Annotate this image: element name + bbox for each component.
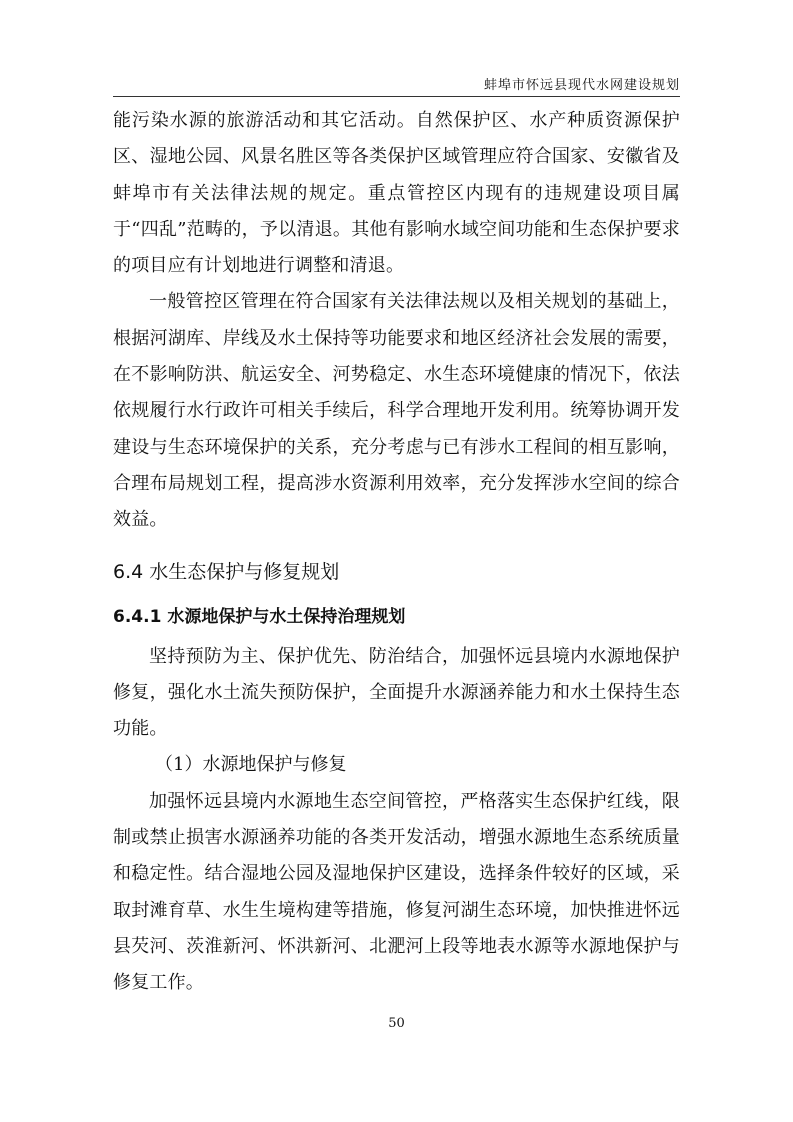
paragraph-protection-areas: 能污染水源的旅游活动和其它活动。自然保护区、水产种质资源保护区、湿地公园、风景名胜区等各类保护区域管理应符合国家、安徽省及蚌埠市有关法律法规的规定。重点管控区内现有的违规建设项目属于“四乱”范畴的，予以清退。其他有影响水域空间功能和生态保护要求的项目应有计划地进行调整和清退。 [113,110,680,277]
document-title: 蚌埠市怀远县现代水网建设规划 [483,78,680,93]
section-heading: 6.4 水生态保护与修复规划 [113,560,340,583]
running-header [113,70,680,97]
list-item-heading: （1）水源地保护与修复 [155,754,347,776]
page-body [113,103,680,1002]
paragraph-water-source-restoration: 加强怀远县境内水源地生态空间管控，严格落实生态保护红线，限制或禁止损害水源涵养功能的各类开发活动，增强水源地生态系统质量和稳定性。结合湿地公园及湿地保护区建设，选择条件较好的区域，采取封滩育草、水生生境构建等措施，修复河湖生态环境，加快推进怀远县芡河、茨淮新河、怀洪新河、北淝河上段等地表水源等水源地保护与修复工作。 [113,790,680,994]
paragraph-general-control-zone: 一般管控区管理在符合国家有关法律法规以及相关规划的基础上，根据河湖库、岸线及水土保持等功能要求和地区经济社会发展的需要，在不影响防洪、航运安全、河势稳定、水生态环境健康的情况下，依法依规履行水行政许可相关手续后，科学合理地开发利用。统筹协调开发建设与生态环境保护的关系，充分考虑与已有涉水工程间的相互影响，合理布局规划工程，提高涉水资源利用效率，充分发挥涉水空间的综合效益。 [113,291,680,531]
page-number: 50 [388,1016,405,1031]
subsection-heading: 6.4.1 水源地保护与水土保持治理规划 [113,606,406,627]
paragraph-prevention-principle: 坚持预防为主、保护优先、防治结合，加强怀远县境内水源地保护修复，强化水土流失预防保护，全面提升水源涵养能力和水土保持生态功能。 [113,645,680,740]
